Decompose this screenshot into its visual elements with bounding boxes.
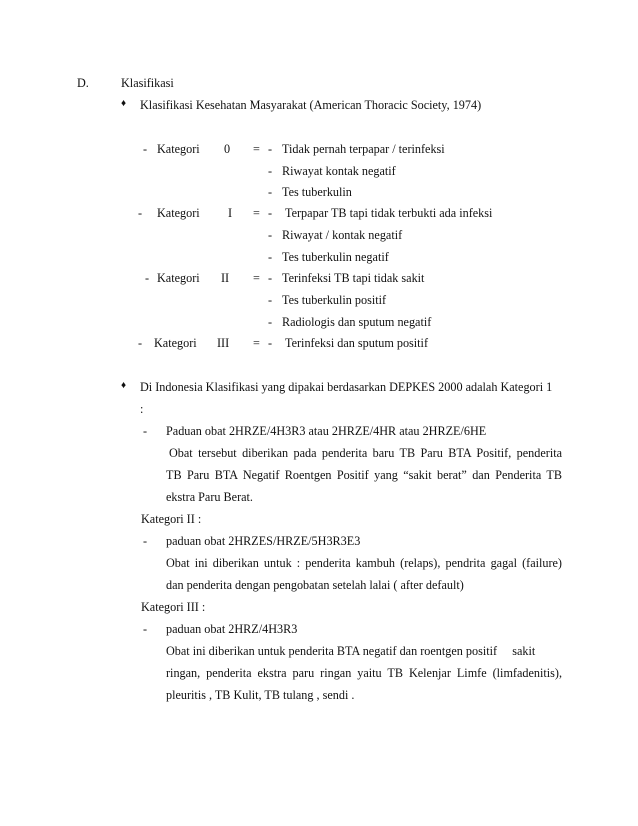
- section-title: Klasifikasi: [121, 76, 174, 90]
- category-label: Kategori: [157, 206, 200, 220]
- diamond-bullet-icon: ♦: [121, 380, 127, 391]
- category-dash: -: [138, 206, 143, 220]
- bullet-text: Klasifikasi Kesehatan Masyarakat (American Thoracic Society, 1974): [140, 98, 482, 112]
- category-dash: -: [138, 336, 143, 350]
- regimen-dash: -: [143, 534, 148, 548]
- description-line: pleuritis , TB Kulit, TB tulang , sendi .: [166, 688, 355, 702]
- subcategory-heading: Kategori II :: [141, 512, 202, 526]
- category-equals: =: [253, 206, 260, 220]
- item-dash: -: [268, 228, 273, 242]
- item-text: Tidak pernah terpapar / terinfeksi: [282, 142, 445, 156]
- category-dash: -: [143, 142, 148, 156]
- item-dash: -: [268, 293, 273, 307]
- item-dash: -: [268, 164, 273, 178]
- item-text: Tes tuberkulin negatif: [282, 250, 389, 264]
- description-line: TB Paru BTA Negatif Roentgen Positif yang “sakit berat” dan Penderita TB: [166, 468, 562, 482]
- category-equals: =: [253, 271, 260, 285]
- description-line: Obat tersebut diberikan pada penderita baru TB Paru BTA Positif, penderita: [169, 446, 562, 460]
- category-number: I: [228, 206, 233, 220]
- description-line: Obat ini diberikan untuk penderita BTA negatif dan roentgen positif sakit: [166, 644, 536, 658]
- bullet-text-continuation: :: [140, 402, 144, 416]
- diamond-bullet-icon: ♦: [121, 98, 127, 109]
- item-dash: -: [268, 271, 273, 285]
- item-dash: -: [268, 250, 273, 264]
- description-line: Obat ini diberikan untuk : penderita kambuh (relaps), pendrita gagal (failure): [166, 556, 562, 570]
- item-text: Terpapar TB tapi tidak terbukti ada infeksi: [285, 206, 493, 220]
- item-dash: -: [268, 315, 273, 329]
- bullet-text: Di Indonesia Klasifikasi yang dipakai berdasarkan DEPKES 2000 adalah Kategori 1: [140, 380, 553, 394]
- category-label: Kategori: [157, 271, 200, 285]
- item-text: Tes tuberkulin positif: [282, 293, 387, 307]
- item-text: Tes tuberkulin: [282, 185, 352, 199]
- category-equals: =: [253, 336, 260, 350]
- regimen-text: paduan obat 2HRZES/HRZE/5H3R3E3: [166, 534, 361, 548]
- category-equals: =: [253, 142, 260, 156]
- regimen-text: Paduan obat 2HRZE/4H3R3 atau 2HRZE/4HR atau 2HRZE/6HE: [166, 424, 487, 438]
- regimen-dash: -: [143, 622, 148, 636]
- description-line: ringan, penderita ekstra paru ringan yaitu TB Kelenjar Limfe (limfadenitis),: [166, 666, 562, 680]
- category-label: Kategori: [157, 142, 200, 156]
- description-line: ekstra Paru Berat.: [166, 490, 253, 504]
- category-dash: -: [145, 271, 150, 285]
- regimen-text: paduan obat 2HRZ/4H3R3: [166, 622, 298, 636]
- item-dash: -: [268, 336, 273, 350]
- subcategory-heading: Kategori III :: [141, 600, 206, 614]
- item-text: Riwayat kontak negatif: [282, 164, 396, 178]
- category-number: II: [221, 271, 230, 285]
- item-text: Radiologis dan sputum negatif: [282, 315, 432, 329]
- description-line: dan penderita dengan pengobatan setelah lalai ( after default): [166, 578, 464, 592]
- regimen-dash: -: [143, 424, 148, 438]
- section-letter: D.: [77, 76, 89, 90]
- item-text: Terinfeksi TB tapi tidak sakit: [282, 271, 425, 285]
- item-text: Terinfeksi dan sputum positif: [285, 336, 429, 350]
- item-text: Riwayat / kontak negatif: [282, 228, 403, 242]
- item-dash: -: [268, 185, 273, 199]
- category-label: Kategori: [154, 336, 197, 350]
- category-number: 0: [224, 142, 231, 156]
- item-dash: -: [268, 206, 273, 220]
- category-number: III: [217, 336, 230, 350]
- item-dash: -: [268, 142, 273, 156]
